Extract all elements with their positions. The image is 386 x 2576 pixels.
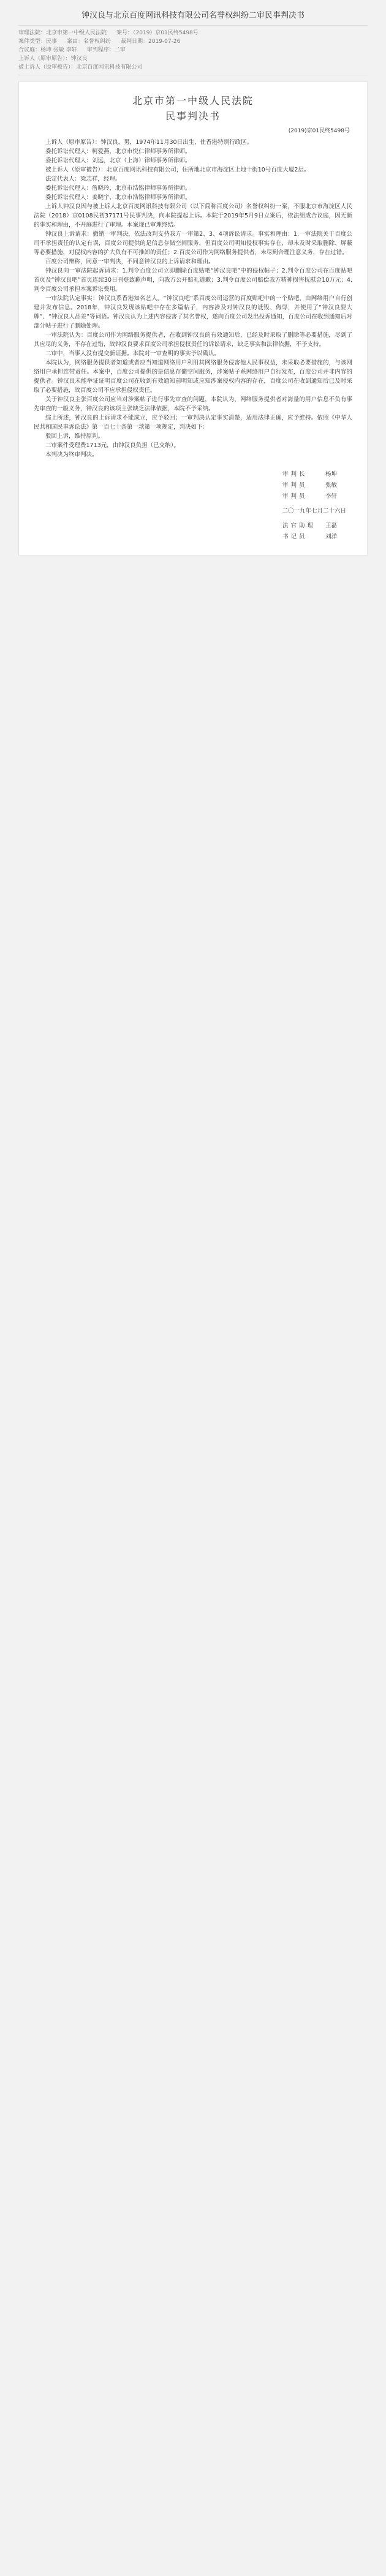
signature-role: 审判员 [282,493,308,500]
paragraph: 委托诉讼代理人：姜晓宇，北京市浩铭律师事务所律师。 [45,194,191,201]
judgment-body [34,138,352,459]
meta-field: 案由：名誉权纠纷 [67,39,112,45]
paragraph: 关于钟汉良主张百度公司应当对涉案帖子进行事先审查的问题，本院认为，网络服务提供者对海量的用户信息不负有事先审查的一般义务，钟汉良的该项主张缺乏法律依据，本院不予采纳。 [34,396,352,412]
signature-line [34,469,352,480]
paragraph: 百度公司辩称，同意一审判决，不同意钟汉良的上诉请求和理由。 [45,258,214,265]
signature-name: 张敏 [325,482,338,489]
document-type: 民事判决书 [165,110,221,122]
signature-line [34,532,352,543]
paragraph: 二审中，当事人没有提交新证据。本院对一审查明的事实予以确认。 [45,350,221,357]
signature-name: 杨坤 [325,471,338,478]
signature-line [34,480,352,491]
paragraph: 二审案件受理费1713元，由钟汉良负担（已交纳）。 [45,442,180,449]
meta-row [18,63,368,72]
paragraph: 一审法院认为：百度公司作为网络服务提供者，在收到钟汉良的有效通知后，已经及时采取了删除等必要措施，尽到了其应尽的义务，不存在过错，故钟汉良要求百度公司承担侵权责任的诉讼请求，缺乏事实和法律依据，不予支持。 [34,332,352,348]
signature-line [34,521,352,532]
court-name: 北京市第一中级人民法院 [132,95,254,107]
meta-field: 合议庭：杨坤 张敏 李轩 [18,47,77,53]
meta-field: 裁判日期：2019-07-26 [121,39,181,45]
meta-row [18,55,368,63]
meta-field: 审判程序：二审 [86,47,126,53]
signature-block [34,469,352,543]
signature-role: 审判长 [282,471,308,478]
signature-role: 法官助理 [282,522,316,529]
case-meta [18,25,368,75]
meta-field: 案号：（2019）京01民终5498号 [116,30,199,36]
paragraph: 被上诉人（原审被告）：北京百度网讯科技有限公司，住所地北京市海淀区上地十街10号百度大厦2层。 [45,167,310,173]
meta-field: 审理法院：北京市第一中级人民法院 [18,30,107,36]
paragraph: 委托诉讼代理人：刘远，北京（上海）律师事务所律师。 [45,157,191,164]
meta-row [18,29,368,37]
meta-field: 上诉人（原审原告）：钟汉良 [18,56,88,62]
paragraph: 钟汉良上诉请求：撤销一审判决，依法改判支持我方一审第2、3、4项诉讼请求。事实和理由：1.一审法院关于百度公司不承担责任的认定有误，百度公司提供的是信息存储空间服务，但百度公司明知侵权事实存在，却未及时采取删除、屏蔽等必要措施，对侵权内容的扩大负有不可推卸的责任；2.百度公司作为网络服务提供者，未尽到合理注意义务，存在过错。 [34,231,352,256]
paragraph: 上诉人（原审原告）：钟汉良，男，1974年11月30日出生，住香港特别行政区。 [45,139,253,146]
paragraph: 委托诉讼代理人：柯爱燕，北京市悦仁律师事务所律师。 [45,148,191,155]
signature-name: 李轩 [325,493,338,500]
signature-name: 刘洋 [325,533,338,540]
paragraph: 一审法院认定事实：钟汉良系香港知名艺人。“钟汉良吧”系百度公司运营的百度贴吧中的一个贴吧，由网络用户自行创建并发布信息。2018年，钟汉良发现该贴吧中存在多篇帖子，内容涉及对钟汉良的诋毁、侮辱，并使用了“钟汉良耍大牌”、“钟汉良人品差”等词语。钟汉良认为上述内容侵害了其名誉权，遂向百度公司发出投诉通知，百度公司在收到通知后对部分帖子进行了删除处理。 [34,295,352,330]
meta-row [18,37,368,46]
meta-row [18,46,368,55]
signature-name: 王磊 [325,522,338,529]
paragraph: 委托诉讼代理人：詹晓玲，北京市浩铭律师事务所律师。 [45,185,191,192]
paragraph: 综上所述，钟汉良的上诉请求不能成立，应予驳回；一审判决认定事实清楚，适用法律正确，应予维持。依照《中华人民共和国民事诉讼法》第一百七十条第一款第一项规定，判决如下： [34,415,352,431]
paragraph: 钟汉良向一审法院起诉请求：1.判令百度公司立即删除百度贴吧“钟汉良吧”中的侵权帖子；2.判令百度公司在百度贴吧首页及“钟汉良吧”首页连续30日刊登致歉声明，向我方公开赔礼道歉；3.判令百度公司赔偿我方精神损害抚慰金10万元；4.判令百度公司承担本案诉讼费用。 [34,268,352,293]
judgment-document [18,81,368,555]
signature-line [34,491,352,502]
page-title: 钟汉良与北京百度网讯科技有限公司名誉权纠纷二审民事判决书 [81,11,305,20]
paragraph: 上诉人钟汉良因与被上诉人北京百度网讯科技有限公司（以下简称百度公司）名誉权纠纷一案，不服北京市海淀区人民法院（2018）京0108民初37171号民事判决，向本院提起上诉。本院于2019年5月9日立案后，依法组成合议庭，因无新的事实和理由，不开庭进行了审理。本案现已审理终结。 [34,203,352,228]
meta-field: 被上诉人（原审被告）：北京百度网讯科技有限公司 [18,64,143,70]
judgment-date: 二〇一九年七月二十六日 [282,508,346,514]
case-number: (2019)京01民终5498号 [288,128,350,134]
paragraph: 驳回上诉，维持原判。 [45,433,104,440]
paragraph: 本判决为终审判决。 [45,451,98,458]
meta-field: 案件类型：民事 [18,39,58,45]
paragraph: 法定代表人：梁志祥，经理。 [45,176,121,183]
paragraph: 本院认为，网络服务提供者知道或者应当知道网络用户利用其网络服务侵害他人民事权益，未采取必要措施的，与该网络用户承担连带责任。本案中，百度公司提供的是信息存储空间服务，涉案帖子系网络用户自行发布，百度公司并非内容的提供者。钟汉良未能举证证明百度公司在收到有效通知前明知或应知涉案侵权内容的存在，百度公司在收到通知后已及时采取了必要措施，故百度公司不应承担侵权责任。 [34,360,352,394]
signature-role: 书记员 [282,533,308,540]
signature-role: 审判员 [282,482,308,489]
